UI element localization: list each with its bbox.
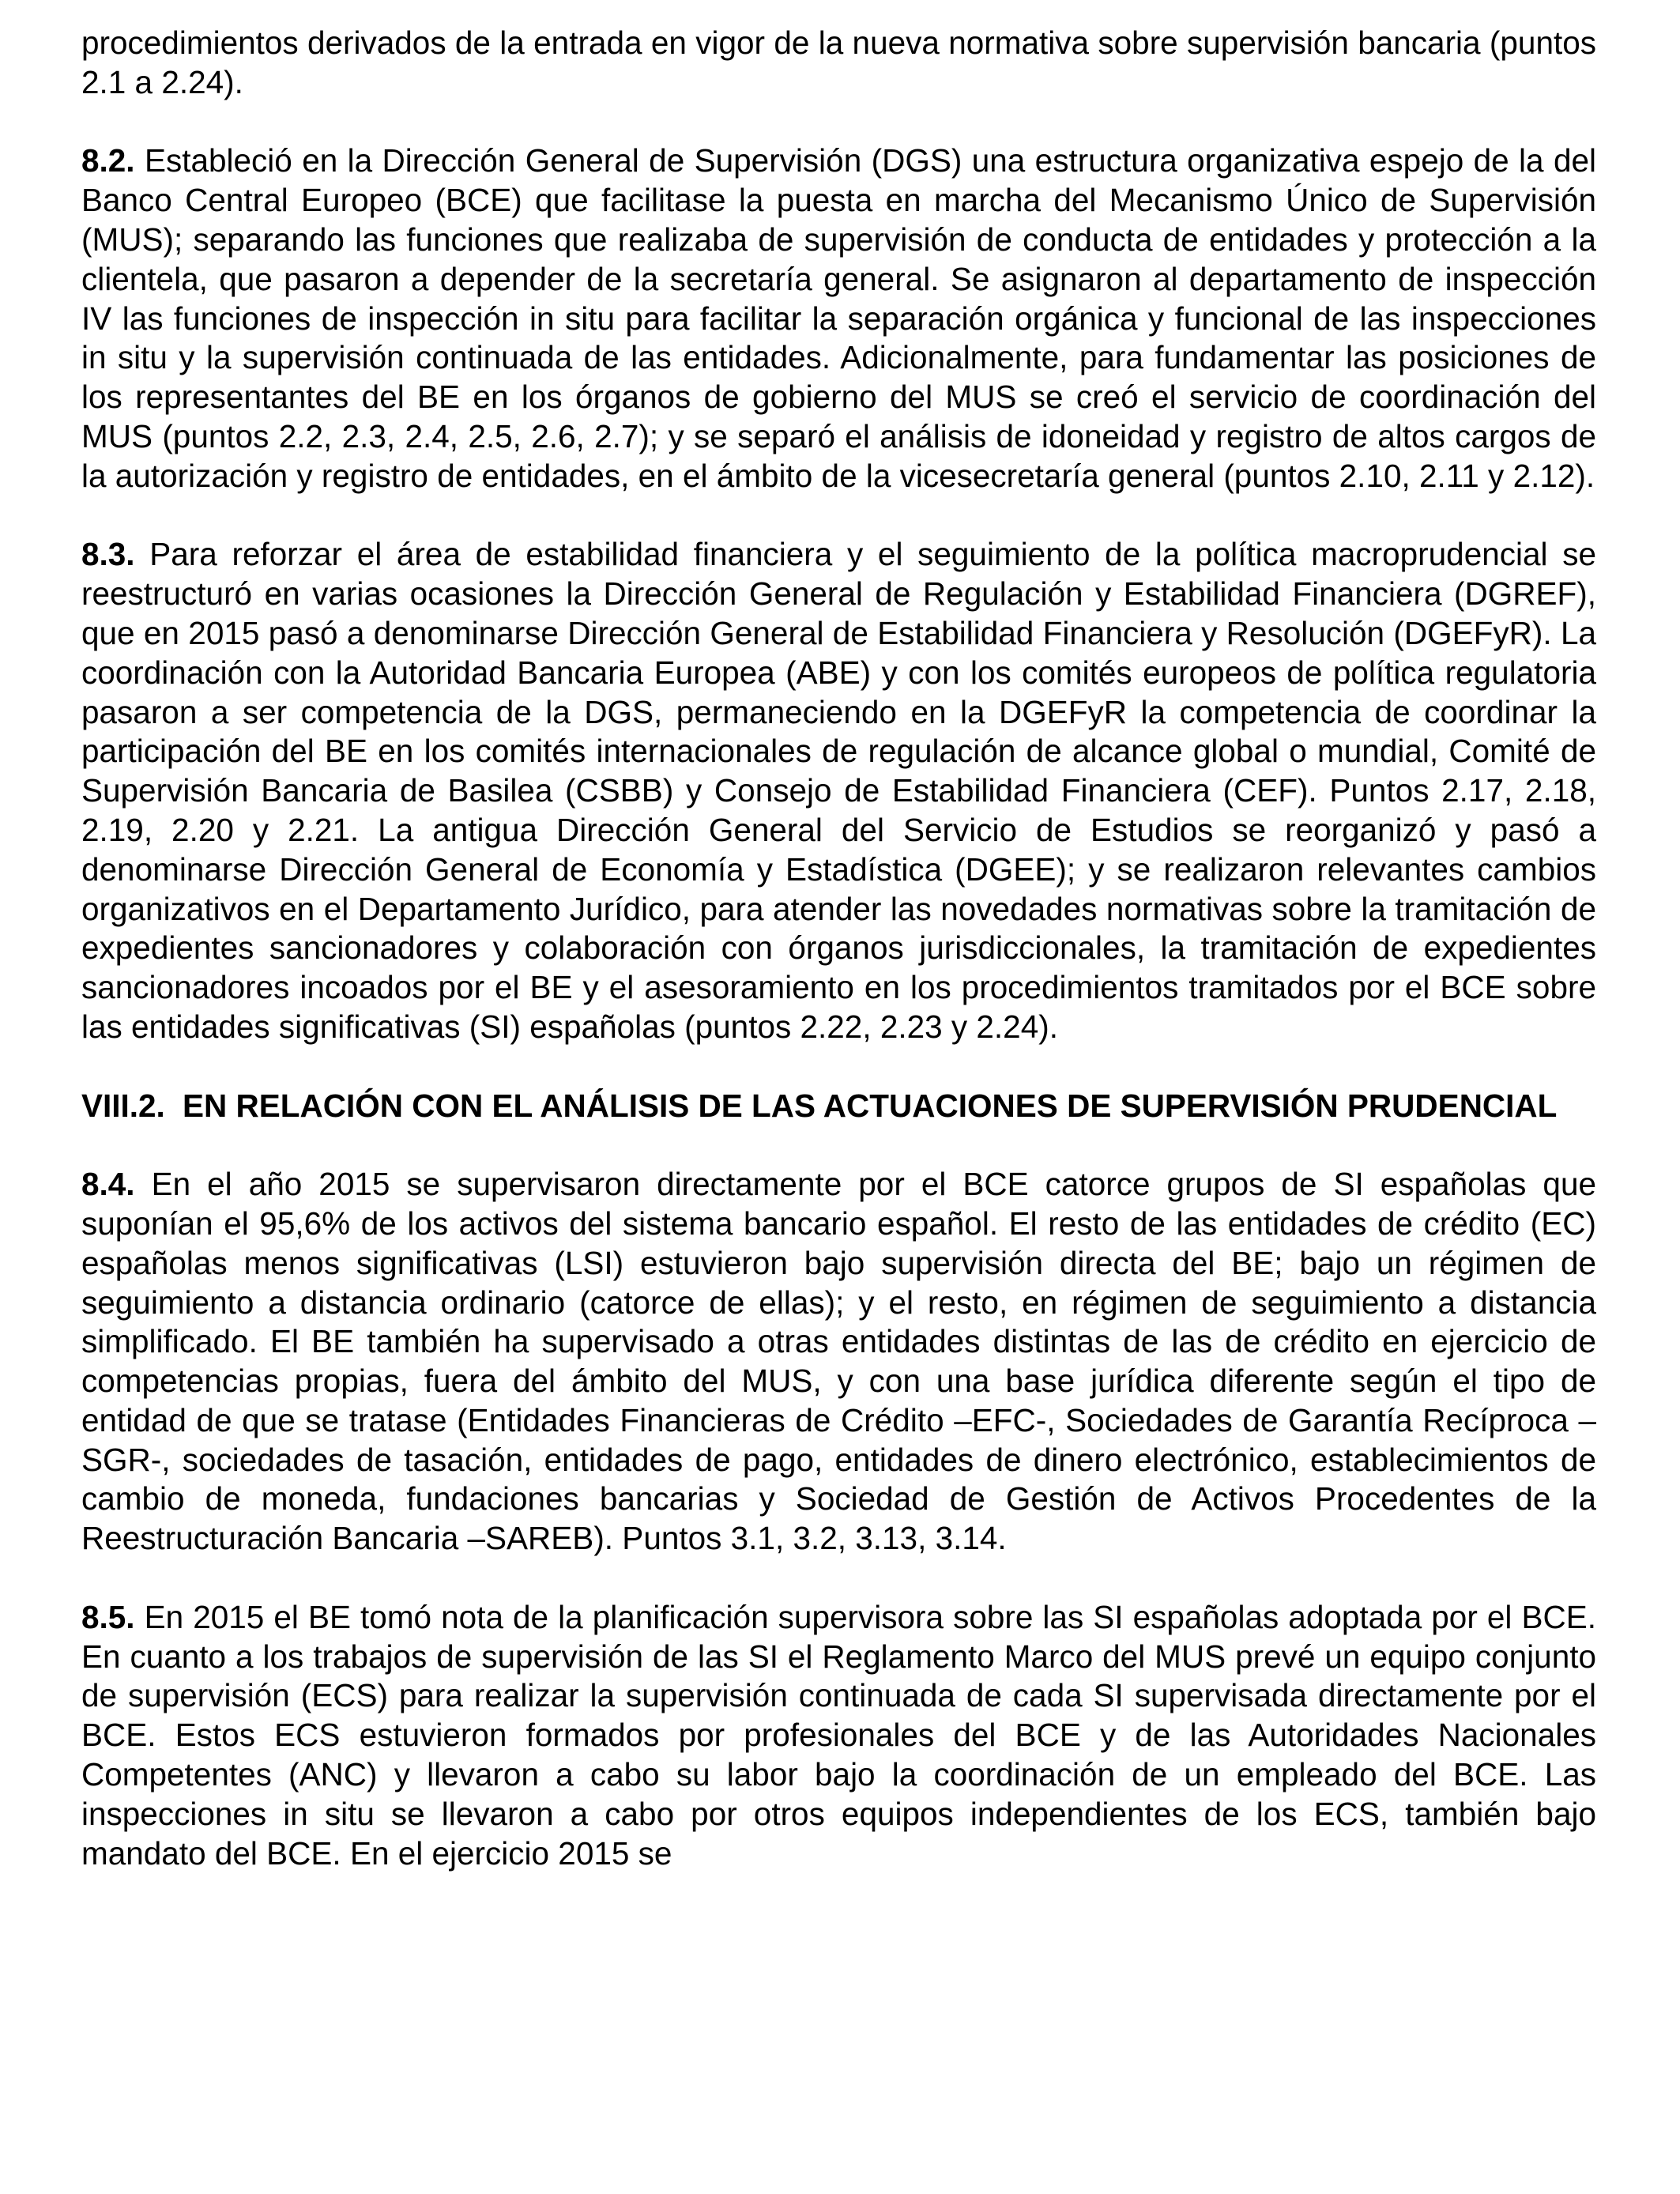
section-number: VIII.2. <box>81 1087 165 1124</box>
paragraph-number: 8.4. <box>81 1166 135 1203</box>
paragraph-text: Estableció en la Dirección General de Supervisión (DGS) una estructura organizativa espejo de la del Banco Central Europeo (BCE) que facilitase la puesta en marcha del Mecanismo Único de Supervisión (MUS); separando las funciones que realizaba de supervisión de conducta de entidades y protección a la clientela, que pasaron a depender de la secretaría general. Se asignaron al departamento de inspección IV las funciones de inspección in situ para facilitar la separación orgánica y funcional de las inspecciones in situ y la supervisión continuada de las entidades. Adicionalmente, para fundamentar las posiciones de los representantes del BE en los órganos de gobierno del MUS se creó el servicio de coordinación del MUS (puntos 2.2, 2.3, 2.4, 2.5, 2.6, 2.7); y se separó el análisis de idoneidad y registro de altos cargos de la autorización y registro de entidades, en el ámbito de la vicesecretaría general (puntos 2.10, 2.11 y 2.12). <box>81 142 1596 494</box>
document-page <box>81 24 1596 1873</box>
continuation-paragraph <box>81 24 1596 103</box>
paragraph-8-2 <box>81 141 1596 496</box>
paragraph-gap <box>81 1125 1596 1165</box>
paragraph-text: En el año 2015 se supervisaron directamente por el BCE catorce grupos de SI españolas que suponían el 95,6% de los activos del sistema bancario español. El resto de las entidades de crédito (EC) españolas menos significativas (LSI) estuvieron bajo supervisión directa del BE; bajo un régimen de seguimiento a distancia ordinario (catorce de ellas); y el resto, en régimen de seguimiento a distancia simplificado. El BE también ha supervisado a otras entidades distintas de las de crédito en ejercicio de competencias propias, fuera del ámbito del MUS, y con una base jurídica diferente según el tipo de entidad de que se tratase (Entidades Financieras de Crédito –EFC-, Sociedades de Garantía Recíproca –SGR-, sociedades de tasación, entidades de pago, entidades de dinero electrónico, establecimientos de cambio de moneda, fundaciones bancarias y Sociedad de Gestión de Activos Procedentes de la Reestructuración Bancaria –SAREB). Puntos 3.1, 3.2, 3.13, 3.14. <box>81 1166 1596 1557</box>
section-title: EN RELACIÓN CON EL ANÁLISIS DE LAS ACTUACIONES DE SUPERVISIÓN PRUDENCIAL <box>183 1087 1558 1124</box>
paragraph-number: 8.5. <box>81 1598 135 1635</box>
paragraph-text: En 2015 el BE tomó nota de la planificación supervisora sobre las SI españolas adoptada por el BCE. En cuanto a los trabajos de supervisión de las SI el Reglamento Marco del MUS prevé un equipo conjunto de supervisión (ECS) para realizar la supervisión continuada de cada SI supervisada directamente por el BCE. Estos ECS estuvieron formados por profesionales del BCE y de las Autoridades Nacionales Competentes (ANC) y llevaron a cabo su labor bajo la coordinación de un empleado del BCE. Las inspecciones in situ se llevaron a cabo por otros equipos independientes de los ECS, también bajo mandato del BCE. En el ejercicio 2015 se <box>81 1598 1596 1872</box>
paragraph-number: 8.3. <box>81 536 135 573</box>
paragraph-8-4 <box>81 1165 1596 1559</box>
paragraph-number: 8.2. <box>81 142 135 179</box>
paragraph-gap <box>81 1559 1596 1598</box>
paragraph-8-3 <box>81 535 1596 1046</box>
paragraph-text: Para reforzar el área de estabilidad financiera y el seguimiento de la política macroprudencial se reestructuró en varias ocasiones la Dirección General de Regulación y Estabilidad Financiera (DGREF), que en 2015 pasó a denominarse Dirección General de Estabilidad Financiera y Resolución (DGEFyR). La coordinación con la Autoridad Bancaria Europea (ABE) y con los comités europeos de política regulatoria pasaron a ser competencia de la DGS, permaneciendo en la DGEFyR la competencia de coordinar la participación del BE en los comités internacionales de regulación de alcance global o mundial, Comité de Supervisión Bancaria de Basilea (CSBB) y Consejo de Estabilidad Financiera (CEF). Puntos 2.17, 2.18, 2.19, 2.20 y 2.21. La antigua Dirección General del Servicio de Estudios se reorganizó y pasó a denominarse Dirección General de Economía y Estadística (DGEE); y se realizaron relevantes cambios organizativos en el Departamento Jurídico, para atender las novedades normativas sobre la tramitación de expedientes sancionadores y colaboración con órganos jurisdiccionales, la tramitación de expedientes sancionadores incoados por el BE y el asesoramiento en los procedimientos tramitados por el BCE sobre las entidades significativas (SI) españolas (puntos 2.22, 2.23 y 2.24). <box>81 536 1596 1045</box>
section-heading <box>81 1087 1596 1126</box>
paragraph-gap <box>81 496 1596 536</box>
paragraph-gap <box>81 103 1596 142</box>
paragraph-gap <box>81 1047 1596 1087</box>
continuation-text: procedimientos derivados de la entrada en vigor de la nueva normativa sobre supervisión bancaria (puntos 2.1 a 2.24). <box>81 25 1596 100</box>
paragraph-8-5 <box>81 1598 1596 1874</box>
